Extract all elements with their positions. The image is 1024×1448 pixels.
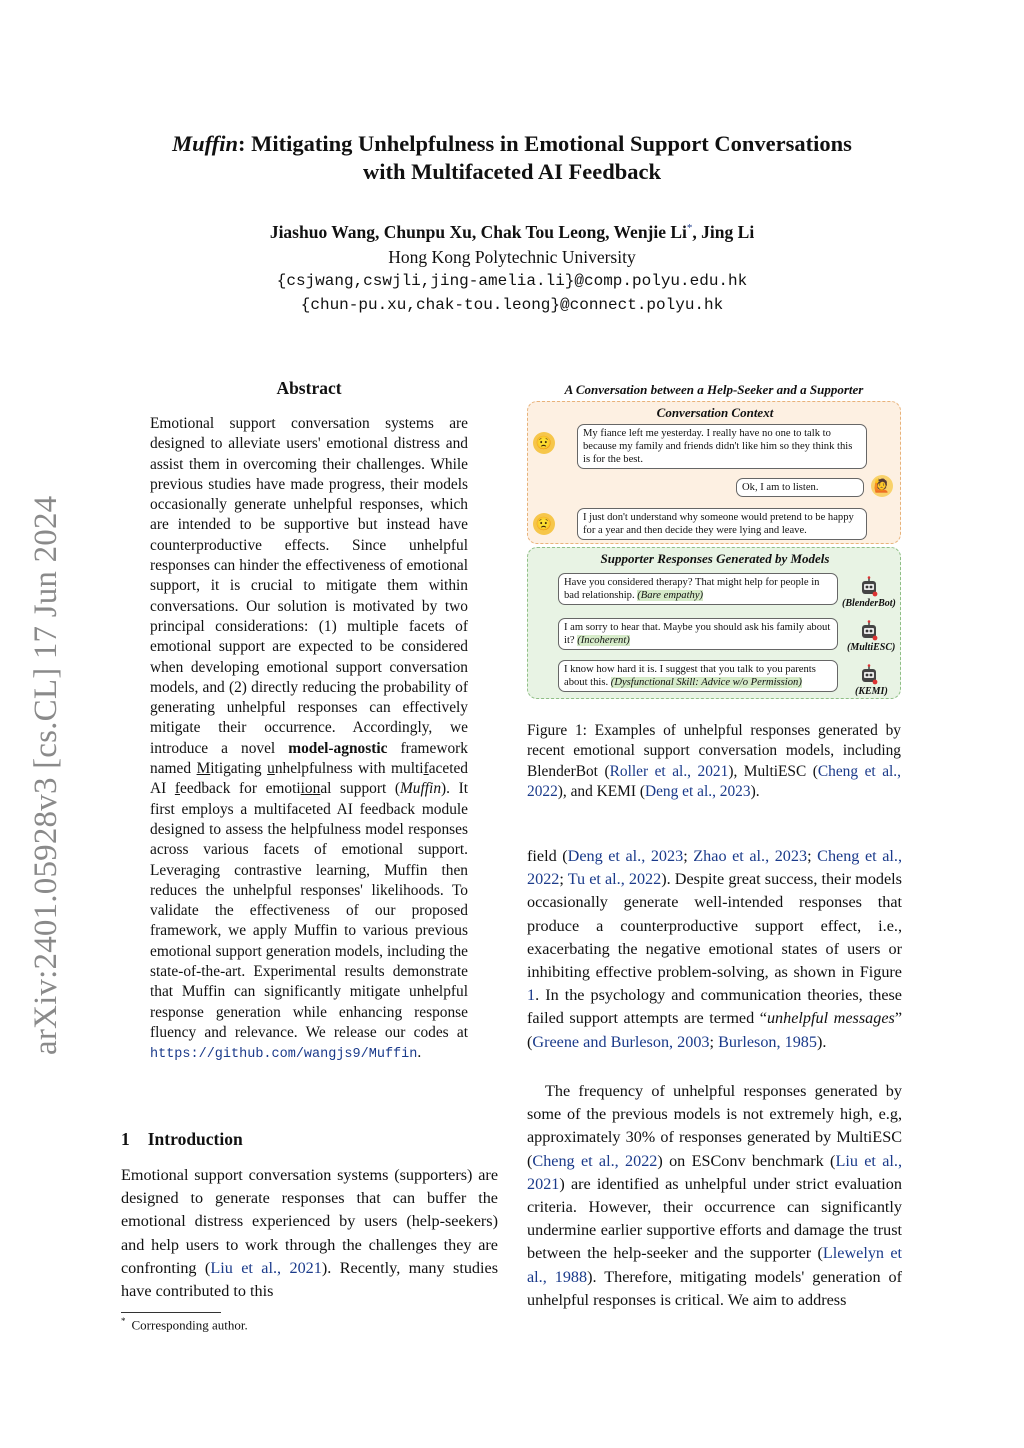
- response-text: I know how hard it is. I suggest that you talk to you parents about this.: [564, 664, 816, 688]
- intro-text-b: ). Recently, many studies have contributed to this: [121, 1258, 498, 1301]
- citation[interactable]: Liu et al., 2021: [527, 1151, 902, 1193]
- footnote-mark: *: [121, 1316, 126, 1326]
- exp-port: port (: [361, 780, 400, 798]
- intro-left-paragraph: [121, 1164, 498, 1303]
- supporter-avatar-icon: 🙋: [871, 475, 893, 497]
- exp-eedback: eedback for emoti: [180, 780, 301, 798]
- response-tag: (Dysfunctional Skill: Advice w/o Permission): [610, 677, 802, 688]
- response-text: Have you considered therapy? That might help for people in bad relationship.: [564, 577, 820, 601]
- rp1-e: ).: [816, 1032, 827, 1051]
- citation-liu[interactable]: Liu et al., 2021: [210, 1258, 322, 1277]
- abstract-part-1: Emotional support conversation systems are designed to alleviate users' emotional distress and assist them in overcoming their challenges. While previous studies have made progress, their models occasionally generate unhelpful responses, which are intended to be supportive but instead have counterproductive effects. Since unhelpful responses can hinder the effectiveness of emotional support, it is crucial to mitigate them within conversations. Our solution is motivated by two principal considerations: (1) multiple facets of emotional support are expected to be considered when developing emotional support conversation models, and (2) directly reducing the probability of generating unhelpful responses can effectively mitigate their occurrence. Accordingly, we introduce a novel: [150, 415, 468, 757]
- underline-o: o: [304, 780, 313, 798]
- abstract-end: .: [417, 1044, 422, 1062]
- caption-text-d: ).: [750, 782, 760, 800]
- title-line1: : Mitigating Unhelpfulness in Emotional Support Conversations: [238, 131, 852, 156]
- author-list: [0, 222, 1024, 243]
- sep: ;: [807, 847, 818, 865]
- context-title: Conversation Context: [656, 405, 774, 420]
- rp1-a: field (: [527, 847, 568, 865]
- worried-face-icon-2: 😟: [533, 513, 555, 535]
- sep: ;: [683, 847, 694, 865]
- caption-text-c: ), and KEMI (: [557, 782, 645, 800]
- model-label-kemi: (KEMI): [855, 686, 888, 697]
- underline-m: M: [196, 760, 211, 778]
- exp-itigating: itigating: [210, 760, 268, 778]
- rp1-italic: unhelpful messages: [766, 1009, 895, 1028]
- citation[interactable]: Cheng et al., 2022: [532, 1151, 658, 1170]
- footnote-rule: [121, 1312, 221, 1313]
- abstract-heading: Abstract: [276, 378, 342, 398]
- citation[interactable]: Llewelyn et al., 1988: [527, 1244, 903, 1286]
- abstract-bold: model-agnostic: [288, 739, 388, 757]
- footnote: [121, 1316, 248, 1333]
- abstract-muffin: Muffin: [399, 780, 442, 798]
- intro-text-a: Emotional support conversation systems (supporters) are designed to generate responses that can buffer the emotional distress experienced by users (help-seekers) and help users to work through the challenges they are confronting (: [121, 1166, 498, 1277]
- robot-icon: [859, 576, 879, 598]
- title-muffin: Muffin: [172, 131, 239, 156]
- section-title: Introduction: [147, 1129, 243, 1149]
- arxiv-identifier: arXiv:2401.05928v3 [cs.CL] 17 Jun 2024: [28, 495, 64, 1055]
- response-tag: (Bare empathy): [637, 590, 704, 601]
- citation-roller[interactable]: Roller et al., 2021: [609, 762, 729, 780]
- exp-aceted: aceted AI: [150, 760, 468, 798]
- right-paragraph-2: [527, 1080, 902, 1312]
- section-number: 1: [121, 1129, 130, 1149]
- authors-part-b: , Jing Li: [692, 222, 755, 242]
- model-label-multiesc: (MultiESC): [847, 642, 896, 653]
- abstract-body: [150, 414, 468, 1066]
- exp-nhelpfulness: nhelpfulness with multi: [274, 760, 424, 778]
- citation[interactable]: Greene and Burleson, 2003: [532, 1032, 710, 1051]
- citation-cheng[interactable]: Cheng et al., 2022: [527, 762, 901, 800]
- right-paragraph-1: [527, 845, 902, 1054]
- response-kemi: [558, 660, 838, 692]
- code-link[interactable]: https://github.com/wangjs9/Muffin: [150, 1047, 418, 1063]
- supporter-message: Ok, I am to listen.: [736, 478, 864, 497]
- response-tag: (Incoherent): [577, 635, 630, 646]
- citation[interactable]: Deng et al., 2023: [567, 847, 684, 865]
- figure-caption: [527, 721, 901, 802]
- rp1-d: ” (: [527, 1009, 902, 1051]
- rp2-c: ) are identified as unhelpful under strict evaluation criteria. However, their occurrence can significantly undermine earlier supportive efforts and damage the trust between the help-seeker and the supporter (: [527, 1174, 902, 1263]
- sep: ;: [559, 870, 568, 889]
- underline-f: f: [423, 760, 429, 778]
- response-multiesc: [558, 618, 838, 650]
- response-text: I am sorry to hear that. Maybe you should ask his family about it?: [564, 622, 831, 646]
- model-label-blenderbot: (BlenderBot): [842, 598, 896, 609]
- caption-text-b: ), MultiESC (: [728, 762, 818, 780]
- citation[interactable]: Zhao et al., 2023: [693, 847, 808, 865]
- underline-n: n: [312, 780, 321, 798]
- figure-reference[interactable]: 1: [527, 986, 536, 1005]
- robot-icon: [859, 620, 879, 642]
- underline-u: u: [267, 760, 275, 778]
- figure-title: A Conversation between a Help-Seeker and a Supporter: [564, 382, 864, 397]
- seeker-message-2: I just don't understand why someone would pretend to be happy for a year and then decide they were lying and leave.: [577, 508, 867, 540]
- citation[interactable]: Burleson, 1985: [718, 1032, 817, 1051]
- section-heading-introduction: [121, 1129, 243, 1150]
- rp2-d: ). Therefore, mitigating models' generation of unhelpful responses is critical. We aim to address: [527, 1267, 902, 1309]
- email-line-1: {csjwang,cswjli,jing-amelia.li}@comp.polyu.edu.hk: [276, 272, 748, 290]
- authors-part-a: Jiashuo Wang, Chunpu Xu, Chak Tou Leong, Wenjie Li: [269, 222, 687, 242]
- worried-face-icon: 😟: [533, 432, 555, 454]
- citation[interactable]: Tu et al., 2022: [567, 870, 662, 889]
- rp1-b: ). Despite great success, their models occasionally generate well-intended responses that produce a counterproductive support effect, i.e., exacerbating the negative emotional states of users or inhibiting effective problem-solving, as shown in Figure: [527, 870, 902, 982]
- affiliation: Hong Kong Polytechnic University: [388, 247, 636, 267]
- robot-icon: [859, 664, 879, 686]
- underline-i: i: [300, 780, 305, 798]
- corresponding-mark: *: [686, 222, 693, 235]
- rp2-b: ) on ESConv benchmark (: [657, 1151, 836, 1170]
- exp-al: al sup: [320, 780, 362, 798]
- abstract-part-2: framework named: [150, 739, 468, 778]
- caption-text-a: Figure 1: Examples of unhelpful responses generated by recent emotional support conversation models, including BlenderBot (: [527, 722, 901, 780]
- paper-title: [0, 130, 1024, 186]
- citation[interactable]: Cheng et al., 2022: [527, 847, 902, 889]
- responses-title: Supporter Responses Generated by Models: [600, 551, 830, 566]
- underline-f2: f: [174, 780, 180, 798]
- response-blenderbot: [558, 573, 838, 605]
- title-line2: with Multifaceted AI Feedback: [362, 159, 662, 184]
- citation-deng[interactable]: Deng et al., 2023: [644, 782, 751, 800]
- seeker-message-1: My fiance left me yesterday. I really have no one to talk to because my family and friends didn't like him so they think this is for the best.: [577, 424, 867, 469]
- sep: ;: [709, 1032, 719, 1051]
- rp1-c: . In the psychology and communication theories, these failed support attempts are termed “: [527, 986, 902, 1028]
- rp2-a: The frequency of unhelpful responses generated by some of the previous models is not extremely high, e.g, approximately 30% of responses generated by MultiESC (: [527, 1082, 902, 1170]
- abstract-part-3: ). It first employs a multifaceted AI feedback module designed to assess the helpfulness model responses across various facets of emotional support. Leveraging contrastive learning, Muffin then reduces the unhelpful responses' likelihoods. To validate the effectiveness of our proposed framework, we apply Muffin to various previous emotional support generation models, including the state-of-the-art. Experimental results demonstrate that Muffin can significantly mitigate unhelpful response generation while enhancing response fluency and relevance. We release our codes at: [150, 780, 469, 1041]
- email-line-2: {chun-pu.xu,chak-tou.leong}@connect.polyu.hk: [300, 296, 724, 314]
- footnote-text: Corresponding author.: [131, 1317, 248, 1333]
